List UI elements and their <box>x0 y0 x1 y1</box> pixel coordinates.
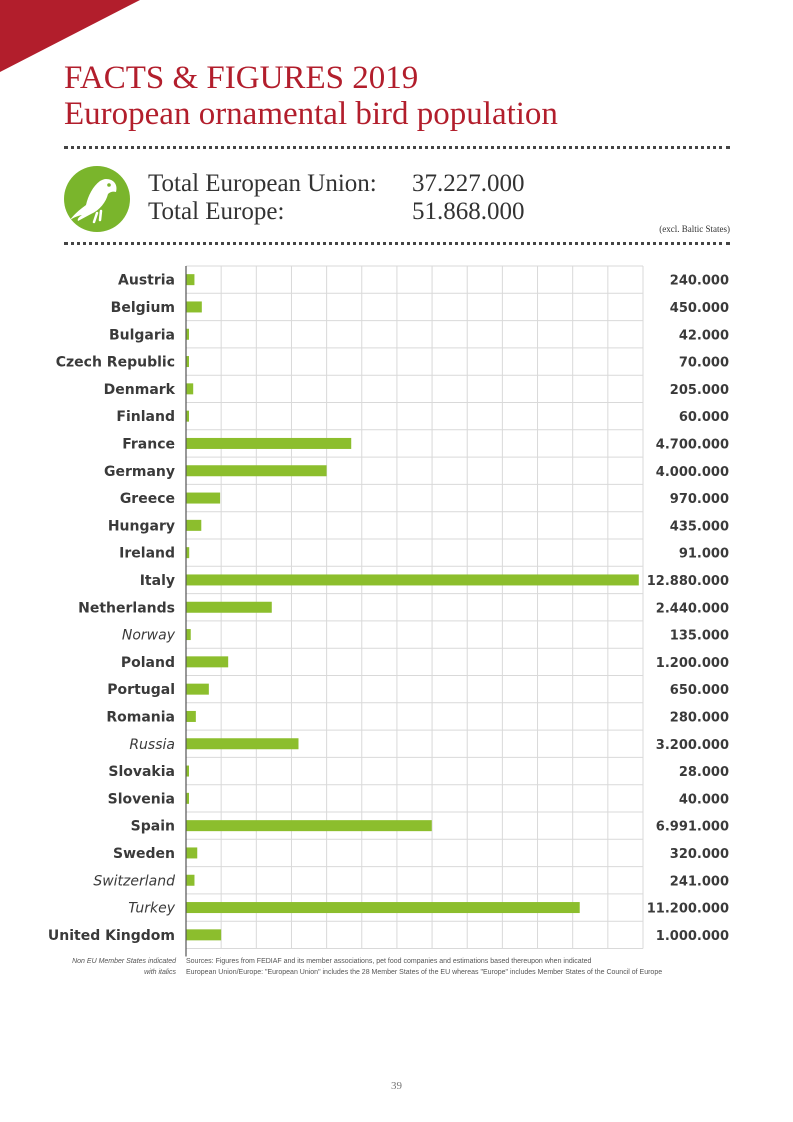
bar <box>186 847 197 858</box>
total-europe-label: Total Europe: <box>148 198 285 225</box>
value-label: 6.991.000 <box>655 819 729 835</box>
value-label: 91.000 <box>678 546 729 562</box>
value-label: 12.880.000 <box>646 573 729 589</box>
value-label: 42.000 <box>678 328 729 344</box>
bar <box>186 684 209 695</box>
category-label: Russia <box>129 736 175 753</box>
non-eu-footnote-line2: with italics <box>144 969 176 976</box>
non-eu-footnote <box>40 956 176 978</box>
total-eu-value: 37.227.000 <box>412 170 525 197</box>
bar <box>186 656 228 667</box>
category-label: United Kingdom <box>47 927 175 944</box>
category-label: Portugal <box>107 682 175 699</box>
category-label: Norway <box>121 627 175 644</box>
value-label: 1.200.000 <box>655 655 729 671</box>
value-label: 11.200.000 <box>646 901 729 917</box>
category-label: France <box>122 436 175 453</box>
value-label: 240.000 <box>669 273 729 289</box>
value-label: 205.000 <box>669 382 729 398</box>
bar <box>186 711 196 722</box>
category-label: Romania <box>106 709 175 726</box>
bar <box>186 820 432 831</box>
category-label: Austria <box>118 272 175 289</box>
value-label: 70.000 <box>678 355 729 371</box>
title-line-1: FACTS & FIGURES 2019 <box>64 60 419 96</box>
bar <box>186 274 194 285</box>
category-label: Finland <box>116 409 175 426</box>
category-label: Czech Republic <box>55 354 175 371</box>
value-label: 2.440.000 <box>655 601 729 617</box>
category-label: Netherlands <box>78 600 175 617</box>
category-label: Slovenia <box>107 791 175 808</box>
category-label: Germany <box>103 463 175 480</box>
category-label: Belgium <box>110 299 175 316</box>
value-label: 28.000 <box>678 765 729 781</box>
value-label: 40.000 <box>678 792 729 808</box>
bar <box>186 902 580 913</box>
value-label: 1.000.000 <box>655 928 729 944</box>
category-label: Denmark <box>103 381 175 398</box>
bar <box>186 738 298 749</box>
total-europe-value: 51.868.000 <box>412 198 525 225</box>
category-label: Hungary <box>107 518 175 535</box>
bar <box>186 574 639 585</box>
bar <box>186 929 221 940</box>
bar <box>186 465 327 476</box>
sources-footnote-line2: European Union/Europe: "European Union" includes the 28 Member States of the EU whereas "Europe" includes Member States of the Council of Europe <box>186 969 663 976</box>
bar <box>186 602 272 613</box>
category-label: Sweden <box>113 845 175 862</box>
category-label: Greece <box>119 491 175 508</box>
non-eu-footnote-line1: Non EU Member States indicated <box>72 958 176 965</box>
page-number: 39 <box>391 1080 402 1092</box>
value-label: 650.000 <box>669 683 729 699</box>
category-label: Spain <box>130 818 175 835</box>
category-label: Italy <box>139 572 175 589</box>
category-label: Switzerland <box>93 873 175 890</box>
category-label: Turkey <box>128 900 175 917</box>
total-eu-label: Total European Union: <box>148 170 377 197</box>
value-label: 60.000 <box>678 410 729 426</box>
category-label: Slovakia <box>108 764 175 781</box>
value-label: 241.000 <box>669 874 729 890</box>
bar <box>186 493 220 504</box>
value-label: 320.000 <box>669 846 729 862</box>
bar <box>186 301 202 312</box>
value-label: 4.700.000 <box>655 437 729 453</box>
value-label: 435.000 <box>669 519 729 535</box>
sources-footnote <box>186 956 746 978</box>
value-label: 970.000 <box>669 492 729 508</box>
bar <box>186 438 351 449</box>
category-label: Ireland <box>119 545 175 562</box>
value-label: 135.000 <box>669 628 729 644</box>
category-label: Bulgaria <box>108 327 175 344</box>
bar <box>186 875 194 886</box>
value-label: 280.000 <box>669 710 729 726</box>
category-label: Poland <box>120 654 175 671</box>
title-line-2: European ornamental bird population <box>64 96 558 132</box>
bar <box>186 520 201 531</box>
sources-footnote-line1: Sources: Figures from FEDIAF and its member associations, pet food companies and estimations based thereupon when indicated <box>186 958 592 965</box>
value-label: 3.200.000 <box>655 737 729 753</box>
value-label: 4.000.000 <box>655 464 729 480</box>
bar <box>186 629 191 640</box>
bar <box>186 383 193 394</box>
value-label: 450.000 <box>669 300 729 316</box>
baltic-note: (excl. Baltic States) <box>659 224 730 234</box>
